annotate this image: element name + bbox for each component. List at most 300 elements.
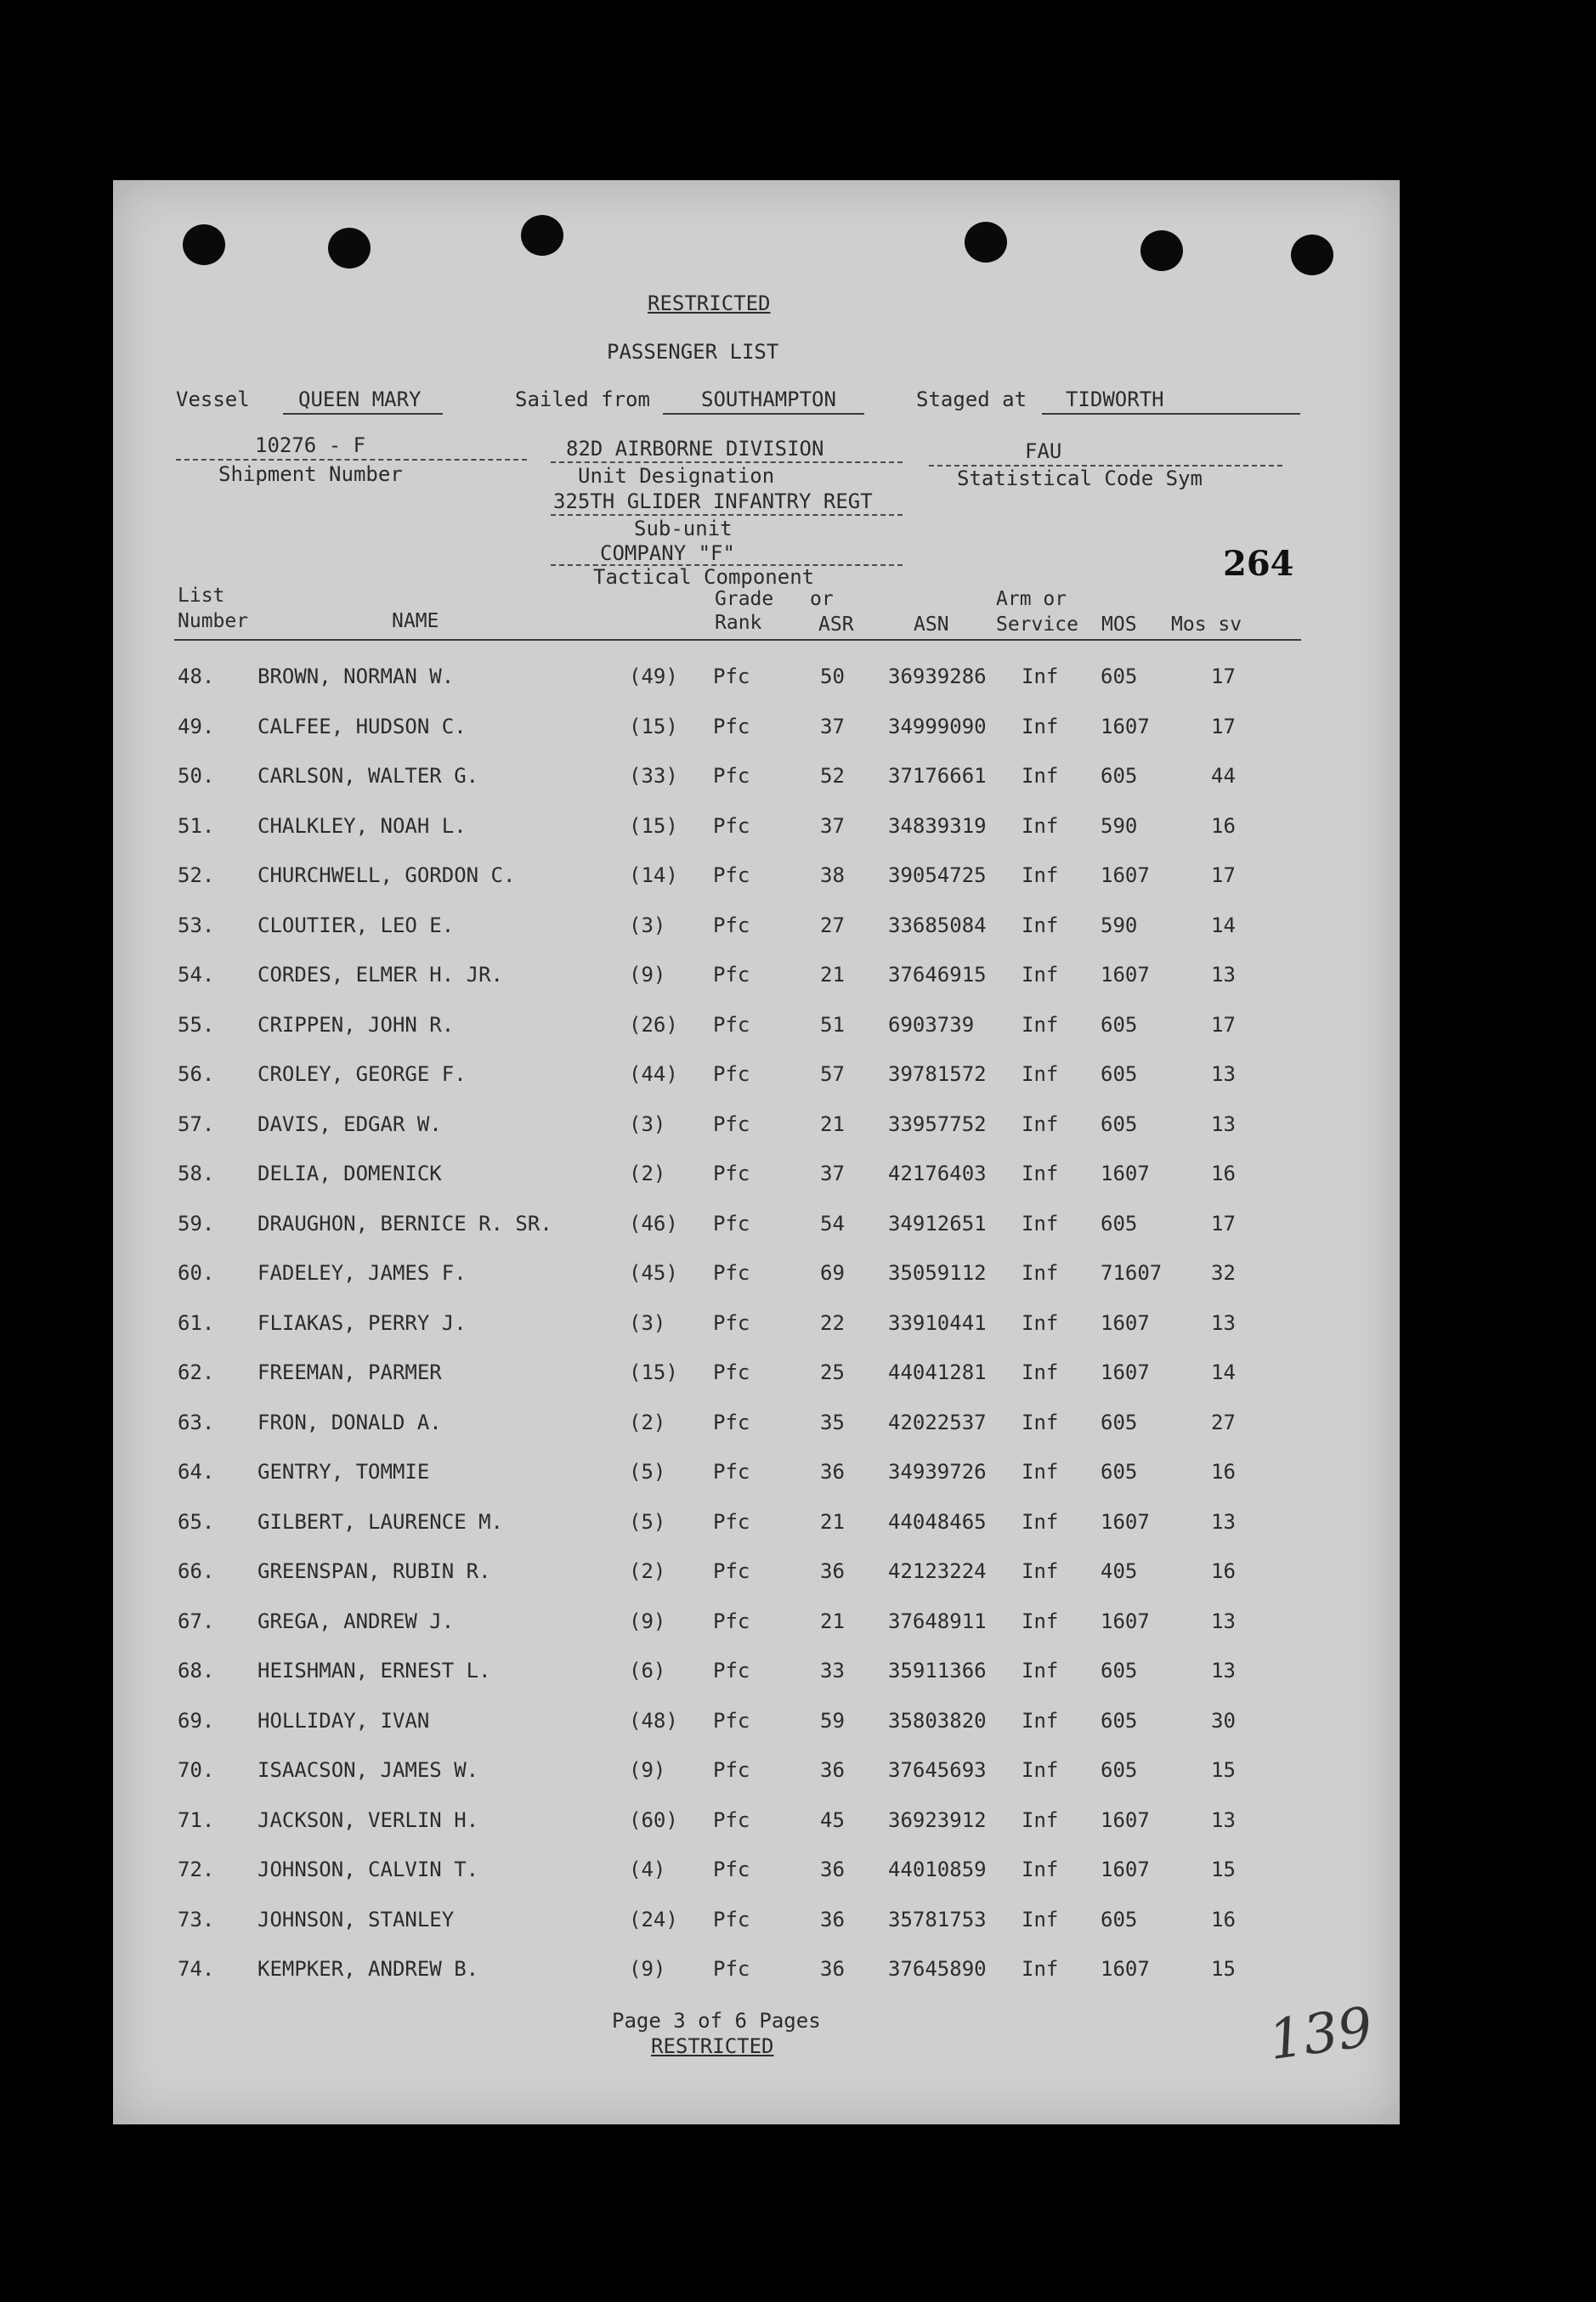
arm-service: Inf (1022, 1659, 1059, 1683)
asn-number: 44041281 (888, 1360, 987, 1384)
list-number: 71. (178, 1807, 215, 1832)
grade-rank: Pfc (713, 1659, 750, 1683)
asr-score: 69 (820, 1261, 845, 1285)
asr-score: 52 (820, 764, 845, 788)
punch-hole (1140, 230, 1183, 271)
paren-number: (9) (629, 1758, 666, 1782)
staged-at-label: Staged at (916, 387, 1027, 411)
table-row (113, 1062, 1400, 1088)
list-number: 62. (178, 1360, 215, 1384)
asn-number: 42176403 (888, 1162, 987, 1185)
list-number: 57. (178, 1111, 215, 1136)
list-number: 55. (178, 1012, 215, 1037)
restricted-footer: RESTRICTED (651, 2034, 774, 2058)
mos-code: 1607 (1101, 1310, 1150, 1335)
mos-code: 1607 (1101, 1162, 1150, 1185)
list-number: 73. (178, 1907, 215, 1932)
asr-score: 36 (820, 1957, 845, 1981)
table-row (113, 1709, 1400, 1734)
months-service: 15 (1211, 1858, 1236, 1881)
handwritten-number: 139 (1265, 1995, 1377, 2073)
grade-rank: Pfc (713, 1509, 750, 1534)
mos-code: 1607 (1101, 714, 1150, 738)
passenger-name: DAVIS, EDGAR W. (258, 1111, 442, 1136)
paren-number: (3) (629, 913, 666, 937)
asr-score: 57 (820, 1062, 845, 1086)
col-service-label: Service (996, 614, 1078, 636)
asn-number: 34839319 (888, 813, 987, 838)
passenger-name: CHALKLEY, NOAH L. (258, 813, 467, 838)
passenger-name: GENTRY, TOMMIE (258, 1460, 430, 1484)
table-row (113, 963, 1400, 988)
months-service: 13 (1211, 1111, 1236, 1136)
staged-at-value: TIDWORTH (1066, 387, 1164, 411)
mos-code: 605 (1101, 1708, 1138, 1733)
restricted-heading: RESTRICTED (648, 291, 771, 315)
asr-score: 54 (820, 1211, 845, 1236)
asr-score: 22 (820, 1310, 845, 1335)
mos-code: 605 (1101, 1062, 1138, 1086)
table-row (113, 1808, 1400, 1834)
table-row (113, 1957, 1400, 1982)
arm-service: Inf (1022, 1410, 1059, 1434)
asr-score: 45 (820, 1807, 845, 1832)
document-title: PASSENGER LIST (607, 340, 779, 364)
passenger-name: JOHNSON, CALVIN T. (258, 1858, 479, 1881)
asn-number: 37646915 (888, 963, 987, 987)
arm-service: Inf (1022, 1012, 1059, 1037)
months-service: 44 (1211, 764, 1236, 788)
mos-code: 605 (1101, 764, 1138, 788)
months-service: 14 (1211, 1360, 1236, 1384)
asn-number: 35911366 (888, 1659, 987, 1683)
passenger-name: FADELEY, JAMES F. (258, 1261, 467, 1285)
grade-rank: Pfc (713, 1410, 750, 1434)
months-service: 13 (1211, 1062, 1236, 1086)
paren-number: (49) (629, 665, 678, 688)
grade-rank: Pfc (713, 714, 750, 738)
asr-score: 51 (820, 1012, 845, 1037)
asr-score: 37 (820, 1162, 845, 1185)
mos-code: 590 (1101, 813, 1138, 838)
asn-number: 33910441 (888, 1310, 987, 1335)
asn-number: 37176661 (888, 764, 987, 788)
passenger-name: CLOUTIER, LEO E. (258, 913, 455, 937)
table-row (113, 814, 1400, 840)
grade-rank: Pfc (713, 1111, 750, 1136)
list-number: 66. (178, 1559, 215, 1583)
list-number: 51. (178, 813, 215, 838)
list-number: 50. (178, 764, 215, 788)
arm-service: Inf (1022, 1559, 1059, 1583)
arm-service: Inf (1022, 1858, 1059, 1881)
months-service: 17 (1211, 665, 1236, 688)
months-service: 13 (1211, 1659, 1236, 1683)
mos-code: 1607 (1101, 1360, 1150, 1384)
list-number: 64. (178, 1460, 215, 1484)
asn-number: 6903739 (888, 1012, 975, 1037)
paren-number: (2) (629, 1410, 666, 1434)
sub-unit-label: Sub-unit (634, 517, 733, 540)
mos-code: 605 (1101, 1211, 1138, 1236)
col-rank-label: Rank (715, 612, 762, 634)
list-number: 74. (178, 1957, 215, 1981)
list-number: 69. (178, 1708, 215, 1733)
passenger-name: FREEMAN, PARMER (258, 1360, 442, 1384)
months-service: 16 (1211, 813, 1236, 838)
asn-number: 34939726 (888, 1460, 987, 1484)
sub-unit-value: 325TH GLIDER INFANTRY REGT (553, 489, 873, 513)
asn-number: 35803820 (888, 1708, 987, 1733)
page-stamp-number: 264 (1223, 544, 1294, 584)
mos-code: 590 (1101, 913, 1138, 937)
passenger-name: ISAACSON, JAMES W. (258, 1758, 479, 1782)
mos-code: 605 (1101, 1460, 1138, 1484)
grade-rank: Pfc (713, 1460, 750, 1484)
arm-service: Inf (1022, 764, 1059, 788)
grade-rank: Pfc (713, 764, 750, 788)
table-row (113, 1212, 1400, 1237)
table-row (113, 1162, 1400, 1187)
mos-code: 1607 (1101, 1509, 1150, 1534)
months-service: 16 (1211, 1460, 1236, 1484)
unit-designation-label: Unit Designation (578, 464, 775, 488)
months-service: 15 (1211, 1758, 1236, 1782)
document-page (113, 180, 1400, 2124)
asn-number: 39781572 (888, 1062, 987, 1086)
asr-score: 37 (820, 813, 845, 838)
asr-score: 36 (820, 1559, 845, 1583)
mos-code: 1607 (1101, 1609, 1150, 1633)
punch-hole (183, 224, 225, 265)
paren-number: (48) (629, 1708, 678, 1733)
arm-service: Inf (1022, 1310, 1059, 1335)
arm-service: Inf (1022, 913, 1059, 937)
punch-hole (328, 228, 371, 269)
passenger-name: CORDES, ELMER H. JR. (258, 963, 503, 987)
table-row (113, 913, 1400, 939)
asn-number: 42022537 (888, 1410, 987, 1434)
col-asn-label: ASN (914, 614, 949, 636)
list-number: 54. (178, 963, 215, 987)
list-number: 61. (178, 1310, 215, 1335)
months-service: 15 (1211, 1957, 1236, 1981)
passenger-name: FRON, DONALD A. (258, 1410, 442, 1434)
asr-score: 21 (820, 1509, 845, 1534)
unit-designation-value: 82D AIRBORNE DIVISION (566, 437, 824, 461)
paren-number: (15) (629, 714, 678, 738)
list-number: 70. (178, 1758, 215, 1782)
passenger-name: GILBERT, LAURENCE M. (258, 1509, 503, 1534)
grade-rank: Pfc (713, 1211, 750, 1236)
arm-service: Inf (1022, 1360, 1059, 1384)
asr-score: 21 (820, 1111, 845, 1136)
passenger-name: BROWN, NORMAN W. (258, 665, 455, 688)
grade-rank: Pfc (713, 1807, 750, 1832)
mos-code: 605 (1101, 1012, 1138, 1037)
tactical-component-value: COMPANY "F" (600, 541, 735, 565)
asn-number: 34999090 (888, 714, 987, 738)
asr-score: 36 (820, 1907, 845, 1932)
col-or-label: or (810, 588, 834, 610)
table-row (113, 1559, 1400, 1585)
paren-number: (5) (629, 1509, 666, 1534)
paren-number: (2) (629, 1162, 666, 1185)
table-row (113, 1758, 1400, 1784)
asr-score: 36 (820, 1758, 845, 1782)
grade-rank: Pfc (713, 1261, 750, 1285)
months-service: 17 (1211, 1211, 1236, 1236)
asr-score: 35 (820, 1410, 845, 1434)
paren-number: (3) (629, 1310, 666, 1335)
arm-service: Inf (1022, 863, 1059, 887)
paren-number: (44) (629, 1062, 678, 1086)
passenger-name: HOLLIDAY, IVAN (258, 1708, 430, 1733)
shipment-number-value: 10276 - F (255, 433, 366, 457)
paren-number: (6) (629, 1659, 666, 1683)
asn-number: 37645693 (888, 1758, 987, 1782)
months-service: 16 (1211, 1162, 1236, 1185)
paren-number: (2) (629, 1559, 666, 1583)
arm-service: Inf (1022, 1609, 1059, 1633)
months-service: 27 (1211, 1410, 1236, 1434)
months-service: 13 (1211, 1310, 1236, 1335)
mos-code: 71607 (1101, 1261, 1163, 1285)
table-row (113, 1311, 1400, 1337)
asn-number: 36939286 (888, 665, 987, 688)
arm-service: Inf (1022, 1111, 1059, 1136)
mos-code: 1607 (1101, 1807, 1150, 1832)
months-service: 32 (1211, 1261, 1236, 1285)
arm-service: Inf (1022, 1957, 1059, 1981)
arm-service: Inf (1022, 714, 1059, 738)
vessel-label: Vessel (176, 387, 250, 411)
months-service: 17 (1211, 714, 1236, 738)
months-service: 17 (1211, 1012, 1236, 1037)
arm-service: Inf (1022, 963, 1059, 987)
statistical-code-value: FAU (1025, 439, 1062, 463)
table-row (113, 1858, 1400, 1883)
paren-number: (3) (629, 1111, 666, 1136)
vessel-value: QUEEN MARY (298, 387, 422, 411)
grade-rank: Pfc (713, 1609, 750, 1633)
asn-number: 36923912 (888, 1807, 987, 1832)
arm-service: Inf (1022, 813, 1059, 838)
grade-rank: Pfc (713, 1957, 750, 1981)
table-row (113, 1360, 1400, 1386)
asn-number: 39054725 (888, 863, 987, 887)
asn-number: 34912651 (888, 1211, 987, 1236)
paren-number: (24) (629, 1907, 678, 1932)
mos-code: 605 (1101, 1758, 1138, 1782)
paren-number: (45) (629, 1261, 678, 1285)
arm-service: Inf (1022, 1162, 1059, 1185)
grade-rank: Pfc (713, 1907, 750, 1932)
list-number: 60. (178, 1261, 215, 1285)
table-row (113, 1908, 1400, 1933)
mos-code: 605 (1101, 665, 1138, 688)
col-grade-label: Grade (715, 588, 774, 610)
col-mos-sv-label: Mos sv (1171, 614, 1242, 636)
table-row (113, 1411, 1400, 1436)
asr-score: 38 (820, 863, 845, 887)
months-service: 16 (1211, 1907, 1236, 1932)
col-name-label: NAME (392, 610, 439, 632)
arm-service: Inf (1022, 1758, 1059, 1782)
grade-rank: Pfc (713, 1559, 750, 1583)
table-row (113, 1510, 1400, 1536)
list-number: 49. (178, 714, 215, 738)
arm-service: Inf (1022, 1509, 1059, 1534)
table-row (113, 1112, 1400, 1138)
list-number: 67. (178, 1609, 215, 1633)
asn-number: 44010859 (888, 1858, 987, 1881)
list-number: 72. (178, 1858, 215, 1881)
months-service: 13 (1211, 1509, 1236, 1534)
mos-code: 605 (1101, 1111, 1138, 1136)
asn-number: 37645890 (888, 1957, 987, 1981)
asn-number: 35781753 (888, 1907, 987, 1932)
paren-number: (60) (629, 1807, 678, 1832)
asn-number: 33685084 (888, 913, 987, 937)
table-row (113, 715, 1400, 740)
paren-number: (46) (629, 1211, 678, 1236)
passenger-name: JACKSON, VERLIN H. (258, 1807, 479, 1832)
passenger-name: DRAUGHON, BERNICE R. SR. (258, 1211, 552, 1236)
list-number: 58. (178, 1162, 215, 1185)
mos-code: 1607 (1101, 863, 1150, 887)
shipment-number-label: Shipment Number (218, 462, 403, 486)
paren-number: (15) (629, 1360, 678, 1384)
asr-score: 33 (820, 1659, 845, 1683)
arm-service: Inf (1022, 1460, 1059, 1484)
arm-service: Inf (1022, 1907, 1059, 1932)
paren-number: (9) (629, 963, 666, 987)
asr-score: 37 (820, 714, 845, 738)
grade-rank: Pfc (713, 863, 750, 887)
grade-rank: Pfc (713, 1062, 750, 1086)
passenger-name: KEMPKER, ANDREW B. (258, 1957, 479, 1981)
passenger-name: CRIPPEN, JOHN R. (258, 1012, 455, 1037)
passenger-name: HEISHMAN, ERNEST L. (258, 1659, 491, 1683)
list-number: 68. (178, 1659, 215, 1683)
passenger-name: JOHNSON, STANLEY (258, 1907, 455, 1932)
passenger-name: CALFEE, HUDSON C. (258, 714, 467, 738)
list-number: 59. (178, 1211, 215, 1236)
grade-rank: Pfc (713, 1708, 750, 1733)
months-service: 13 (1211, 1807, 1236, 1832)
paren-number: (5) (629, 1460, 666, 1484)
arm-service: Inf (1022, 1708, 1059, 1733)
table-row (113, 1460, 1400, 1485)
months-service: 30 (1211, 1708, 1236, 1733)
mos-code: 605 (1101, 1659, 1138, 1683)
col-list-label: List (178, 585, 225, 607)
punch-hole (521, 215, 563, 256)
asr-score: 36 (820, 1460, 845, 1484)
passenger-name: FLIAKAS, PERRY J. (258, 1310, 467, 1335)
tactical-component-label: Tactical Component (593, 565, 815, 589)
mos-code: 405 (1101, 1559, 1138, 1583)
grade-rank: Pfc (713, 1758, 750, 1782)
passenger-name: GREGA, ANDREW J. (258, 1609, 455, 1633)
paren-number: (9) (629, 1957, 666, 1981)
paren-number: (15) (629, 813, 678, 838)
paren-number: (4) (629, 1858, 666, 1881)
mos-code: 605 (1101, 1907, 1138, 1932)
table-row (113, 1261, 1400, 1287)
grade-rank: Pfc (713, 1858, 750, 1881)
table-row (113, 665, 1400, 690)
passenger-name: CHURCHWELL, GORDON C. (258, 863, 516, 887)
asr-score: 21 (820, 1609, 845, 1633)
list-number: 63. (178, 1410, 215, 1434)
passenger-name: DELIA, DOMENICK (258, 1162, 442, 1185)
table-row (113, 764, 1400, 789)
months-service: 13 (1211, 1609, 1236, 1633)
grade-rank: Pfc (713, 1012, 750, 1037)
mos-code: 1607 (1101, 1858, 1150, 1881)
asn-number: 42123224 (888, 1559, 987, 1583)
months-service: 16 (1211, 1559, 1236, 1583)
months-service: 13 (1211, 963, 1236, 987)
list-number: 56. (178, 1062, 215, 1086)
arm-service: Inf (1022, 1211, 1059, 1236)
months-service: 14 (1211, 913, 1236, 937)
table-row (113, 863, 1400, 889)
paren-number: (26) (629, 1012, 678, 1037)
grade-rank: Pfc (713, 813, 750, 838)
months-service: 17 (1211, 863, 1236, 887)
col-arm-label: Arm or (996, 588, 1067, 610)
asn-number: 35059112 (888, 1261, 987, 1285)
grade-rank: Pfc (713, 913, 750, 937)
mos-code: 1607 (1101, 963, 1150, 987)
asr-score: 27 (820, 913, 845, 937)
sailed-from-label: Sailed from (515, 387, 650, 411)
paren-number: (33) (629, 764, 678, 788)
list-number: 52. (178, 863, 215, 887)
arm-service: Inf (1022, 665, 1059, 688)
col-asr-label: ASR (818, 614, 854, 636)
asn-number: 33957752 (888, 1111, 987, 1136)
grade-rank: Pfc (713, 1360, 750, 1384)
list-number: 65. (178, 1509, 215, 1534)
arm-service: Inf (1022, 1062, 1059, 1086)
asr-score: 25 (820, 1360, 845, 1384)
passenger-name: CARLSON, WALTER G. (258, 764, 479, 788)
list-number: 48. (178, 665, 215, 688)
punch-hole (965, 222, 1007, 263)
table-row (113, 1609, 1400, 1635)
passenger-name: CROLEY, GEORGE F. (258, 1062, 467, 1086)
paren-number: (14) (629, 863, 678, 887)
grade-rank: Pfc (713, 665, 750, 688)
col-number-label: Number (178, 610, 249, 632)
asn-number: 37648911 (888, 1609, 987, 1633)
col-mos-label: MOS (1101, 614, 1137, 636)
mos-code: 1607 (1101, 1957, 1150, 1981)
passenger-name: GREENSPAN, RUBIN R. (258, 1559, 491, 1583)
page-indicator: Page 3 of 6 Pages (612, 2009, 821, 2033)
list-number: 53. (178, 913, 215, 937)
asr-score: 59 (820, 1708, 845, 1733)
grade-rank: Pfc (713, 963, 750, 987)
paren-number: (9) (629, 1609, 666, 1633)
asn-number: 44048465 (888, 1509, 987, 1534)
asr-score: 21 (820, 963, 845, 987)
arm-service: Inf (1022, 1261, 1059, 1285)
